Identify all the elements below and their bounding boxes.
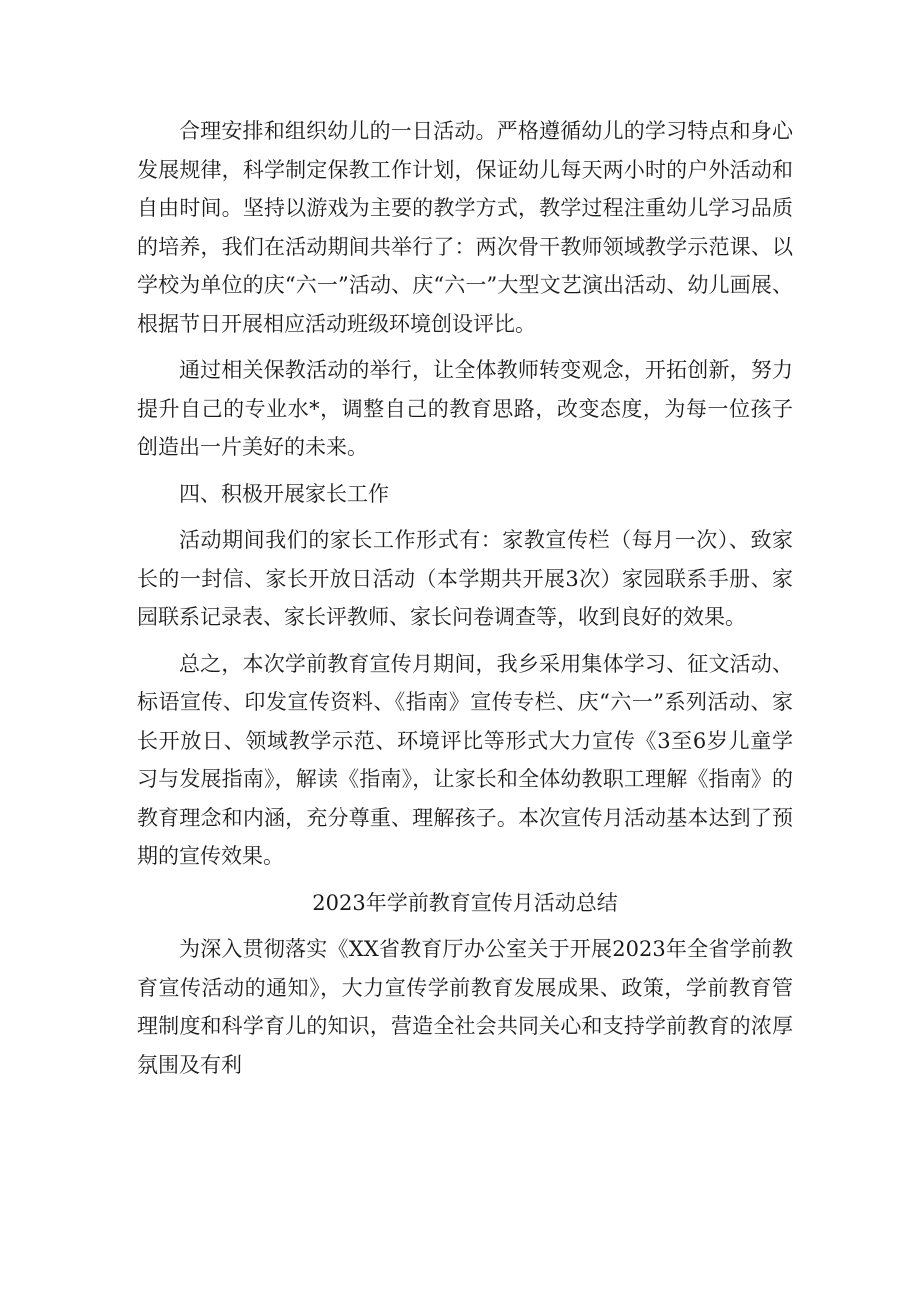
document-title: 2023年学前教育宣传月活动总结 bbox=[312, 890, 618, 915]
paragraph-daily-activities: 合理安排和组织幼儿的一日活动。严格遵循幼儿的学习特点和身心发展规律，科学制定保教工作计划，保证幼儿每天两小时的户外活动和自由时间。坚持以游戏为主要的教学方式，教学过程注重幼儿学习品质的培养，我们在活动期间共举行了：两次骨干教师领域教学示范课、以学校为单位的庆“六一”活动、庆“六一”大型文艺演出活动、幼儿画展、根据节日开展相应活动班级环境创设评比。 bbox=[137, 119, 793, 336]
paragraph-parent-work: 活动期间我们的家长工作形式有：家教宣传栏（每月一次）、致家长的一封信、家长开放日活动（本学期共开展3次）家园联系手册、家园联系记录表、家长评教师、家长问卷调查等，收到良好的效果。 bbox=[137, 528, 793, 629]
paragraph-summary: 总之，本次学前教育宣传月期间，我乡采用集体学习、征文活动、标语宣传、印发宣传资料、《指南》宣传专栏、庆“六一”系列活动、家长开放日、领域教学示范、环境评比等形式大力宣传《3至6岁儿童学习与发展指南》，解读《指南》，让家长和全体幼教职工理解《指南》的教育理念和内涵，充分尊重、理解孩子。本次宣传月活动基本达到了预期的宣传效果。 bbox=[137, 651, 793, 868]
section-heading-parent-work: 四、积极开展家长工作 bbox=[179, 481, 389, 506]
document-body bbox=[137, 112, 793, 1092]
paragraph-teacher-development: 通过相关保教活动的举行，让全体教师转变观念，开拓创新，努力提升自己的专业水*，调整自己的教育思路，改变态度，为每一位孩子创造出一片美好的未来。 bbox=[137, 358, 793, 459]
paragraph-intro: 为深入贯彻落实《XX省教育厅办公室关于开展2023年全省学前教育宣传活动的通知》，大力宣传学前教育发展成果、政策，学前教育管理制度和科学育儿的知识，营造全社会共同关心和支持学前教育的浓厚氛围及有利 bbox=[137, 937, 793, 1077]
